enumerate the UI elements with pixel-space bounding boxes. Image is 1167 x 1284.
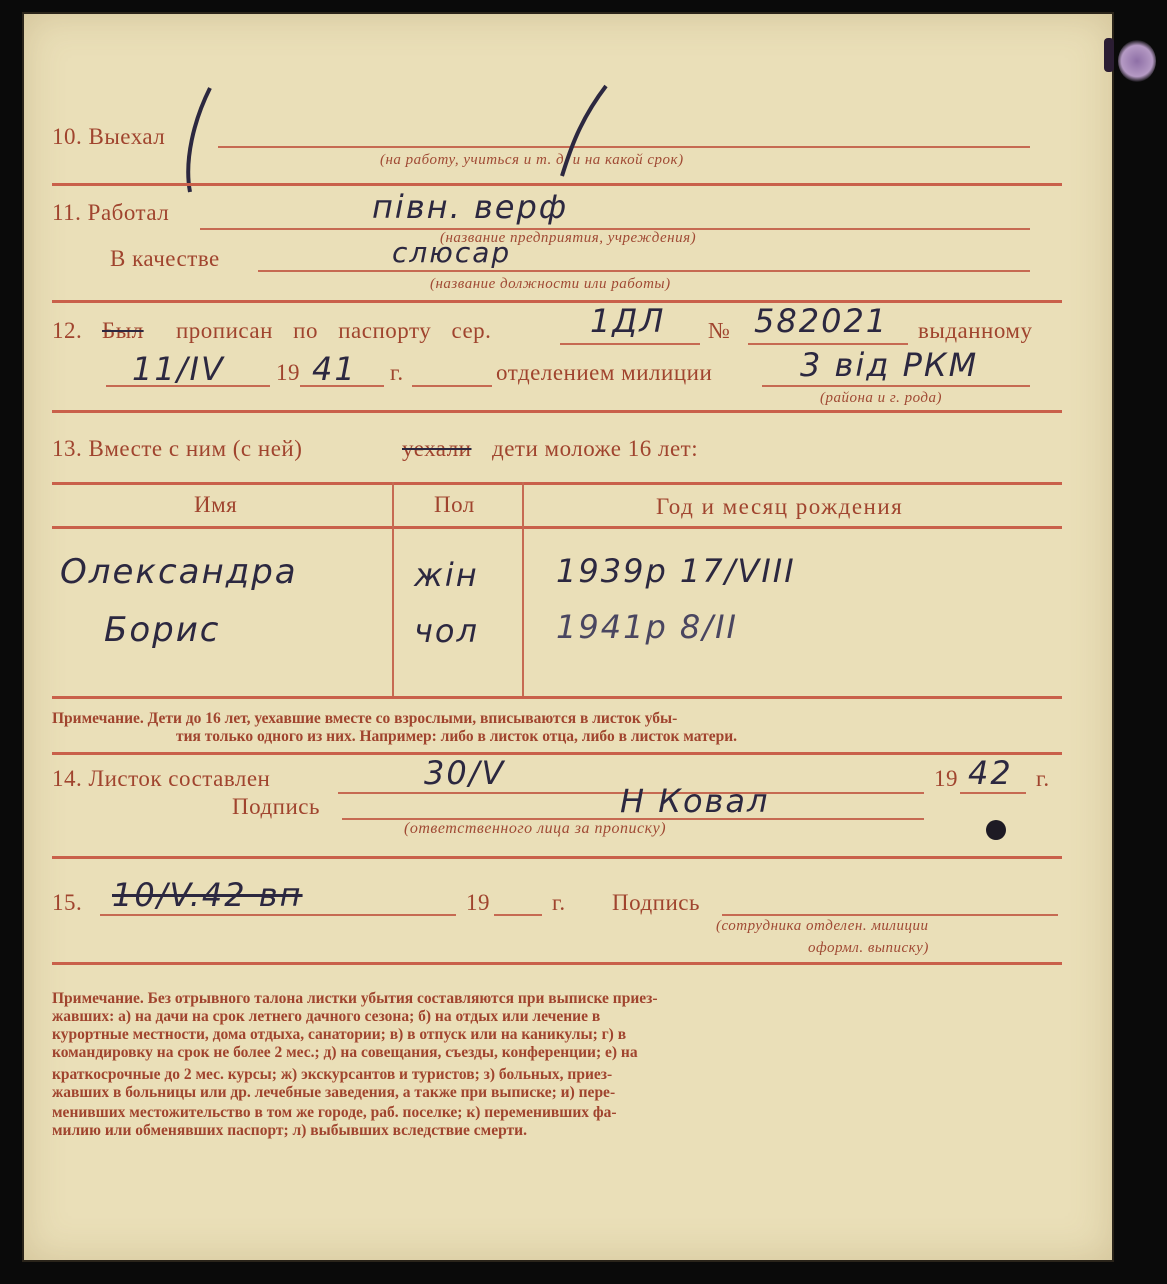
- note2-line: жавших в больницы или др. лечебные заведения, а также при выписке; и) пере-: [52, 1084, 616, 1101]
- child2-sex: чол: [414, 612, 479, 650]
- note2-line: милию или обменявших паспорт; л) выбывших вследствие смерти.: [52, 1122, 527, 1139]
- child2-name: Борис: [104, 610, 221, 650]
- field13-label-a: 13. Вместе с ним (с ней): [52, 436, 303, 461]
- field14-year-value: 42: [968, 754, 1013, 792]
- child1-sex: жін: [414, 556, 479, 594]
- field12-issued-label: выданному: [918, 318, 1033, 343]
- note2-line: курортные местности, дома отдыха, санатории; в) в отпуск или на каникулы; г) в: [52, 1026, 627, 1043]
- field11-label: 11. Работал: [52, 200, 170, 225]
- child1-birth: 1939р 17/VIII: [556, 552, 796, 590]
- field12-police-value: 3 від РКМ: [800, 346, 979, 384]
- field12-year-prefix: 19: [276, 360, 300, 385]
- child2-birth: 1941р 8/II: [556, 608, 738, 646]
- divider-12: [52, 410, 1062, 413]
- note2-line: краткосрочные до 2 мес. курсы; ж) экскурсантов и туристов; з) больных, приез-: [52, 1066, 613, 1083]
- divider-14: [52, 856, 1062, 859]
- divider-10: [52, 183, 1062, 186]
- field12-number-line: [748, 343, 908, 345]
- divider-13: [52, 752, 1062, 755]
- field13-label-b: дети моложе 16 лет:: [492, 436, 699, 461]
- field12-date-value: 11/IV: [132, 350, 225, 388]
- table-col-divider-1: [392, 482, 394, 696]
- col-header-sex: Пол: [434, 492, 475, 517]
- field12-number-label: №: [708, 318, 731, 343]
- field15-signature-label: Подпись: [612, 890, 700, 915]
- field15-caption1: (сотрудника отделен. милиции: [716, 918, 929, 934]
- field12-year-value: 41: [312, 350, 357, 388]
- field14-year-prefix: 19: [934, 766, 958, 791]
- field15-caption2: оформл. выписку): [808, 940, 929, 956]
- divider-11: [52, 300, 1062, 303]
- field12-prefix: 12.: [52, 318, 83, 343]
- note2-line: Примечание. Без отрывного талона листки убытия составляются при выписке приез-: [52, 990, 658, 1007]
- field15-year-prefix: 19: [466, 890, 490, 915]
- field10-caption: (на работу, учиться и т. д. и на какой срок): [380, 152, 684, 168]
- field12-series-value: 1ДЛ: [590, 302, 666, 340]
- table-col-divider-2: [522, 482, 524, 696]
- field14-signature-value: Н Ковал: [620, 782, 770, 820]
- note2-line: командировку на срок не более 2 мес.; д) на совещания, съезды, конференции; е) на: [52, 1044, 638, 1061]
- field15-date-line: [100, 914, 456, 916]
- ink-mark: [1104, 38, 1114, 72]
- field14-caption: (ответственного лица за прописку): [404, 820, 667, 837]
- field11-position-line: [258, 270, 1030, 272]
- ink-stain: [1118, 40, 1156, 82]
- note1-line2: тия только одного из них. Например: либо в листок отца, либо в листок матери.: [176, 728, 738, 745]
- field14-label: 14. Листок составлен: [52, 766, 271, 791]
- note2-line: менивших местожительство в том же городе, раб. поселке; к) переменивших фа-: [52, 1104, 617, 1121]
- field11-position-caption: (название должности или работы): [430, 276, 671, 292]
- field10-strokes: [150, 80, 630, 200]
- child1-name: Олександра: [60, 552, 298, 592]
- col-header-birth: Год и месяц рождения: [656, 494, 904, 519]
- field12-blank-line: [412, 385, 492, 387]
- field10-label: 10. Выехал: [52, 124, 166, 149]
- field13-struck-word: уехали: [402, 436, 472, 461]
- field12-struck-word: Был: [102, 318, 144, 343]
- table-header-border: [52, 526, 1062, 529]
- field14-date-value: 30/V: [424, 754, 506, 792]
- field14-year-suffix: г.: [1036, 766, 1050, 791]
- field11-position-value: слюсар: [392, 236, 512, 269]
- field12-police-line: [762, 385, 1030, 387]
- note2-line: жавших: а) на дачи на срок летнего дачного сезона; б) на отдых или лечение в: [52, 1008, 601, 1025]
- field15-label: 15.: [52, 890, 83, 915]
- field12-number-value: 582021: [754, 302, 889, 340]
- field11-position-label: В качестве: [110, 246, 220, 271]
- note1-line1: Примечание. Дети до 16 лет, уехавшие вместе со взрослыми, вписываются в листок убы-: [52, 710, 678, 727]
- field12-year-suffix: г.: [390, 360, 404, 385]
- table-bottom-border: [52, 696, 1062, 699]
- field11-value: півн. верф: [372, 188, 569, 226]
- ink-spot: [986, 820, 1006, 840]
- field15-signature-line: [722, 914, 1058, 916]
- divider-15: [52, 962, 1062, 965]
- field12-police-label: отделением милиции: [496, 360, 713, 385]
- field14-year-line: [960, 792, 1026, 794]
- table-top-border: [52, 482, 1062, 485]
- field15-date-value: 10/V.42 вп: [112, 876, 303, 914]
- field12-series-line: [560, 343, 700, 345]
- field15-year-suffix: г.: [552, 890, 566, 915]
- field11-caption: (название предприятия, учреждения): [440, 230, 697, 246]
- field14-signature-label: Подпись: [232, 794, 320, 819]
- field12-label: прописан по паспорту сер.: [176, 318, 492, 343]
- field12-police-caption: (района и г. рода): [820, 390, 942, 406]
- field15-year-line: [494, 914, 542, 916]
- col-header-name: Имя: [194, 492, 238, 517]
